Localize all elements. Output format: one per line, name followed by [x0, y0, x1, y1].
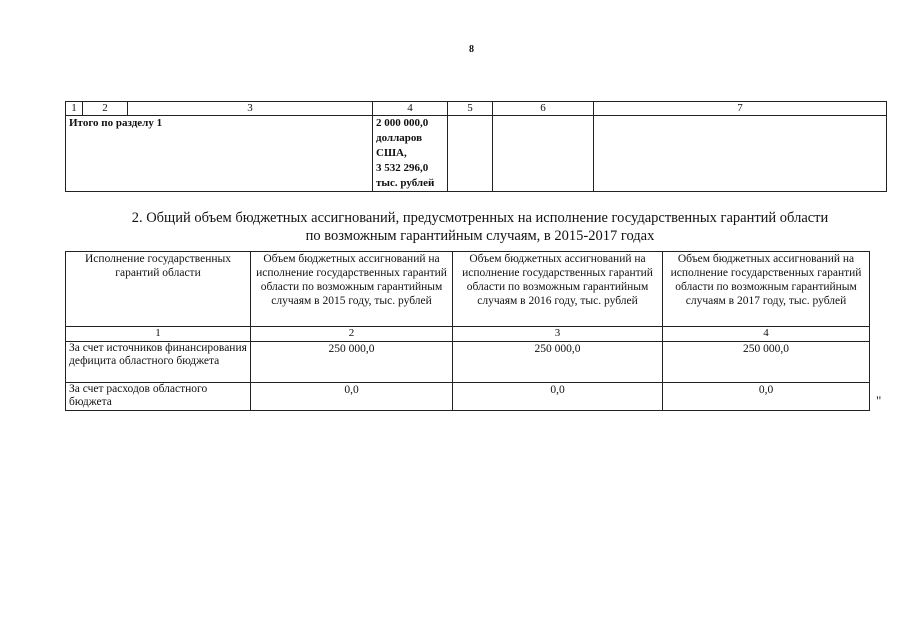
value-2015: 250 000,0: [251, 342, 453, 383]
table1-col-5: 5: [448, 102, 493, 116]
section-title-line1: 2. Общий объем бюджетных ассигнований, предусмотренных на исполнение государственных гарантий области: [131, 210, 829, 226]
closing-quote: ": [876, 393, 882, 408]
section-title-line2: по возможным гарантийным случаям, в 2015-2017 годах: [305, 228, 655, 244]
table1-col-1: 1: [66, 102, 83, 116]
table1-header-row: [66, 102, 887, 116]
table1-col-3: 3: [128, 102, 373, 116]
row-label: За счет расходов областного бюджета: [66, 383, 251, 411]
table1-col-6: 6: [493, 102, 594, 116]
header-execution: Исполнение государственных гарантий области: [66, 252, 251, 327]
value-2016: 250 000,0: [453, 342, 663, 383]
table1-total-row: [66, 116, 887, 192]
section1-total-table: [65, 101, 887, 192]
value-2017: 0,0: [663, 383, 870, 411]
total-value-line: долларов: [376, 132, 423, 144]
table1-empty-cell: [594, 116, 887, 192]
index-2: 2: [251, 327, 453, 342]
table2-header-row: [66, 252, 870, 327]
total-value: [373, 116, 448, 192]
guarantees-budget-table: [65, 251, 870, 411]
value-2015: 0,0: [251, 383, 453, 411]
table-row: [66, 383, 870, 411]
table2-index-row: [66, 327, 870, 342]
total-value-line: 2 000 000,0: [376, 117, 429, 129]
table-row: [66, 342, 870, 383]
value-2017: 250 000,0: [663, 342, 870, 383]
table1-col-4: 4: [373, 102, 448, 116]
total-value-line: 3 532 296,0: [376, 162, 429, 174]
table1-col-2: 2: [83, 102, 128, 116]
total-value-line: тыс. рублей: [376, 177, 435, 189]
index-3: 3: [453, 327, 663, 342]
index-1: 1: [66, 327, 251, 342]
table1-col-7: 7: [594, 102, 887, 116]
index-4: 4: [663, 327, 870, 342]
header-2017: Объем бюджетных ассигнований на исполнение государственных гарантий области по возможным гарантийным случаям в 2017 году, тыс. рублей: [663, 252, 870, 327]
total-value-line: США,: [376, 147, 407, 159]
table1-empty-cell: [448, 116, 493, 192]
total-label: Итого по разделу 1: [66, 116, 373, 192]
header-2015: Объем бюджетных ассигнований на исполнение государственных гарантий области по возможным гарантийным случаям в 2015 году, тыс. рублей: [251, 252, 453, 327]
row-label: За счет источников финансирования дефицита областного бюджета: [66, 342, 251, 383]
value-2016: 0,0: [453, 383, 663, 411]
header-2016: Объем бюджетных ассигнований на исполнение государственных гарантий области по возможным гарантийным случаям в 2016 году, тыс. рублей: [453, 252, 663, 327]
page-number: 8: [469, 44, 474, 55]
table1-empty-cell: [493, 116, 594, 192]
